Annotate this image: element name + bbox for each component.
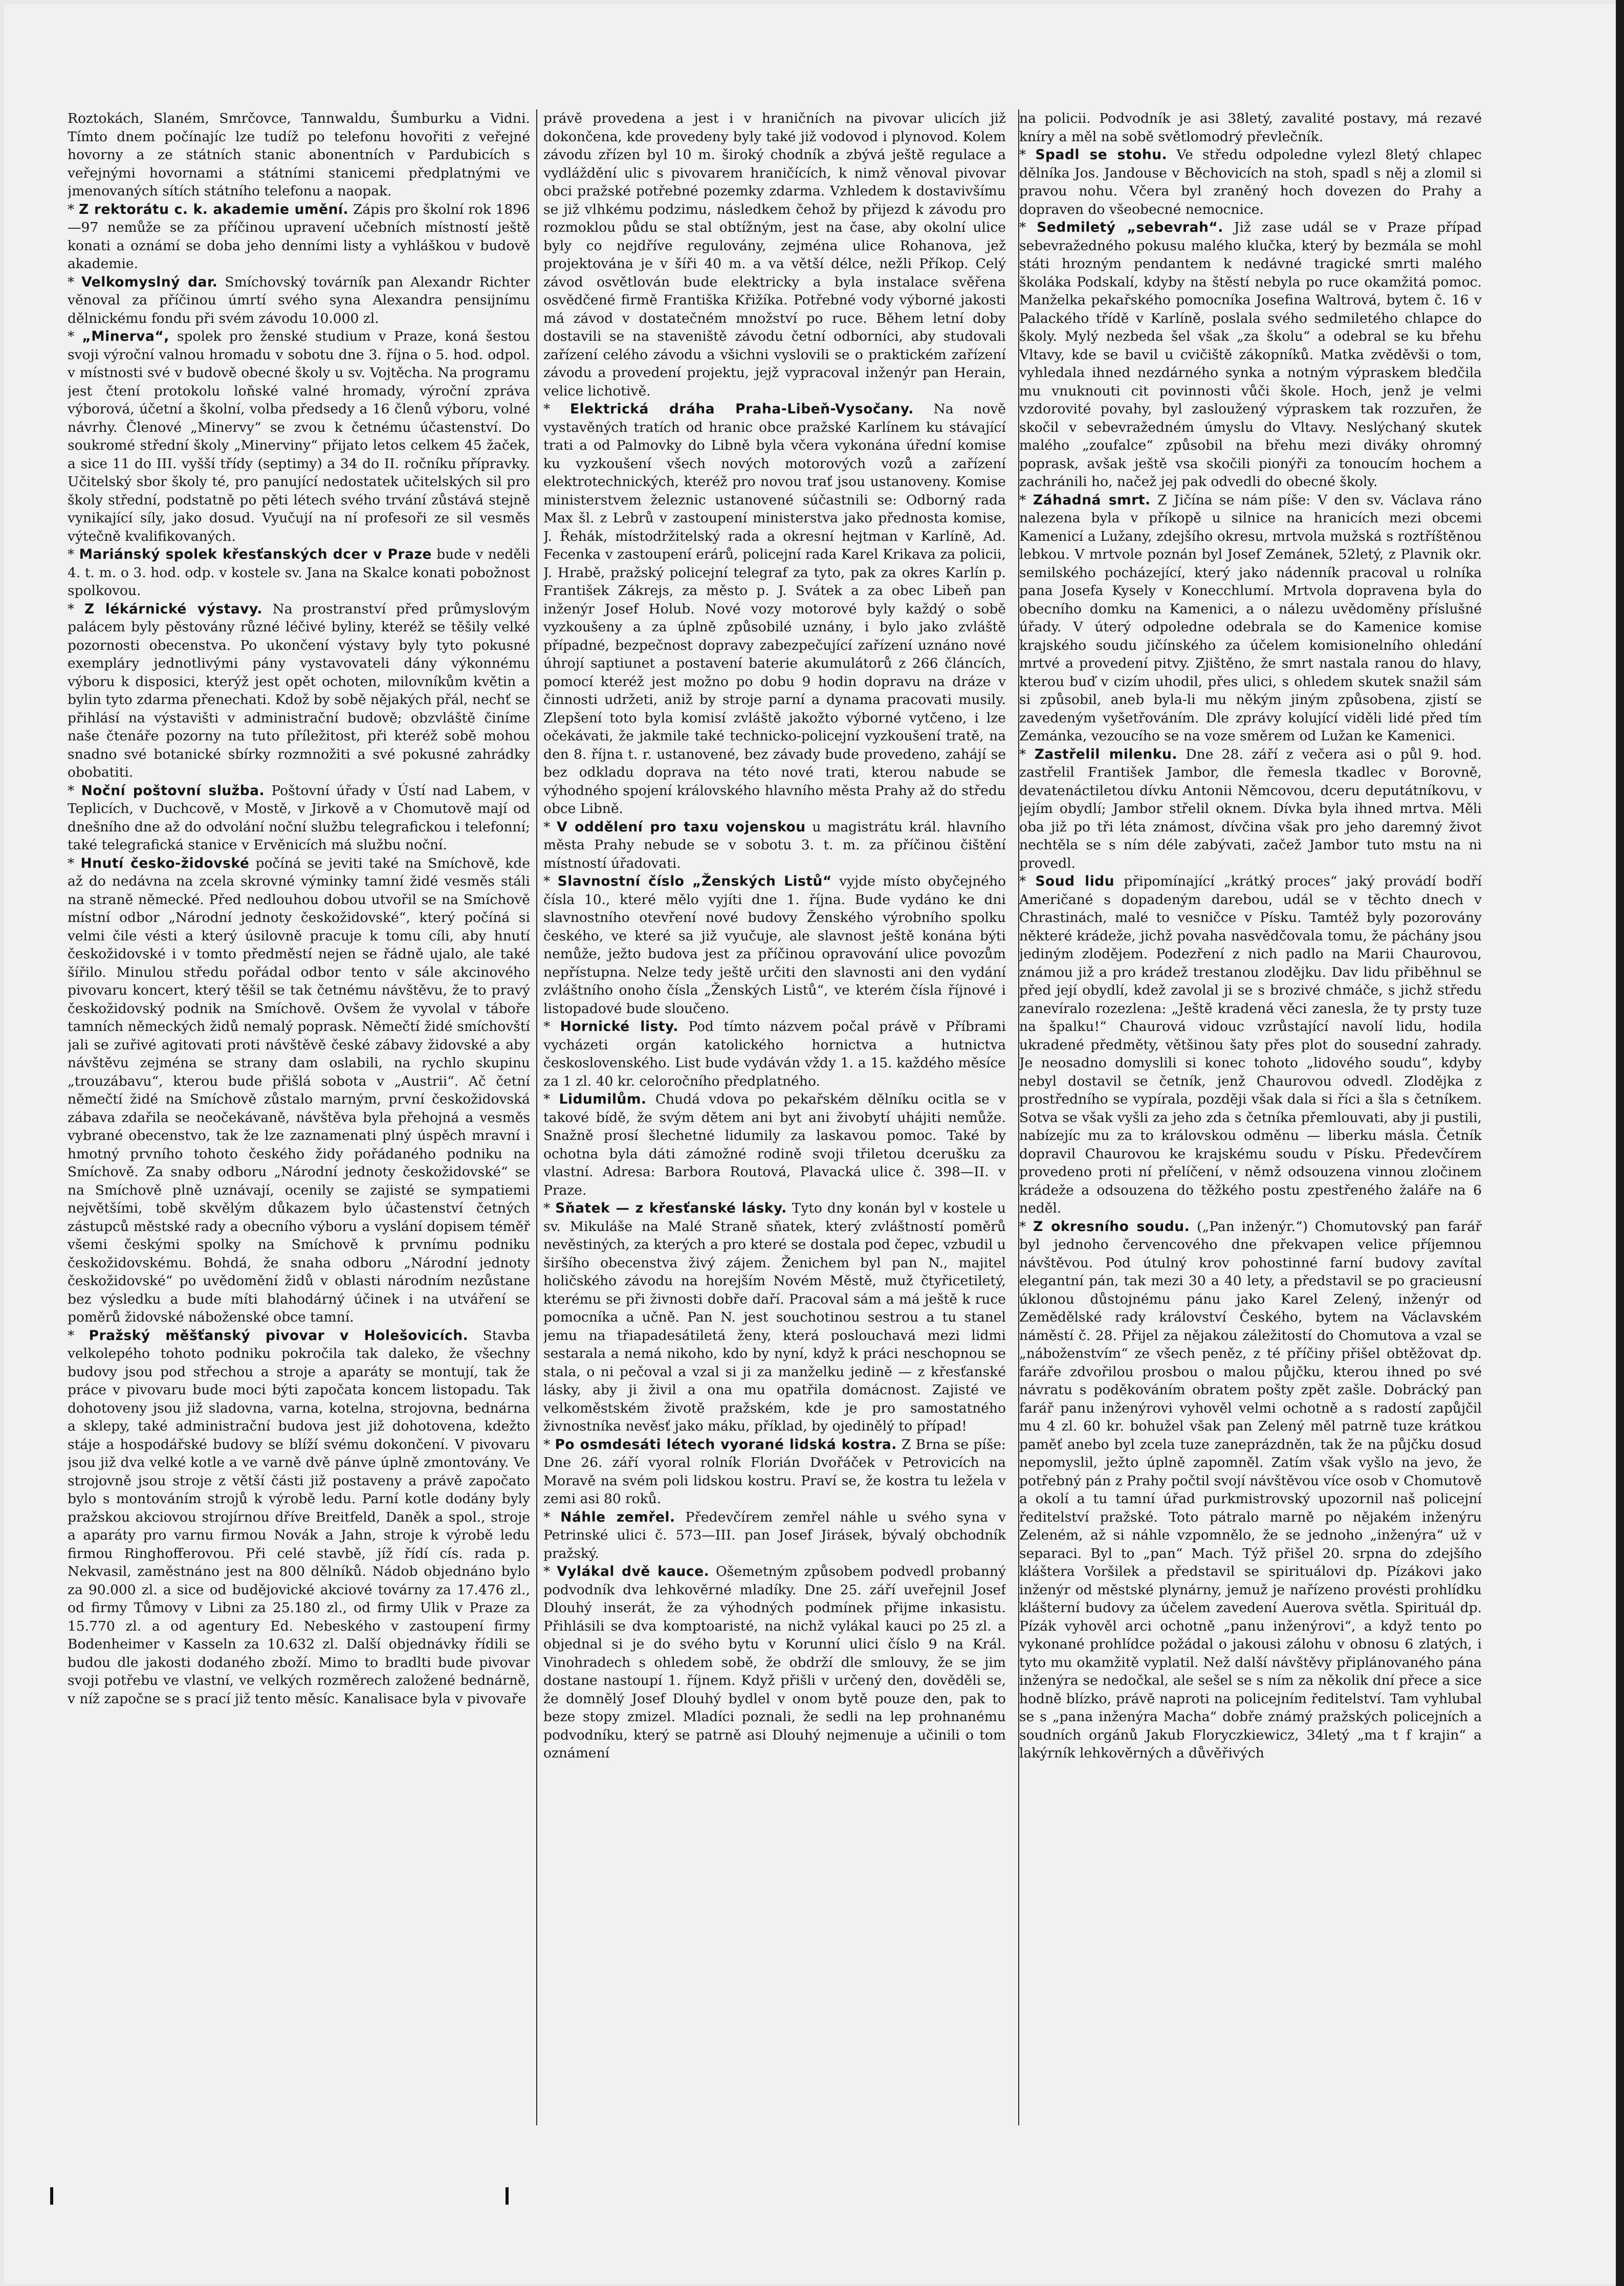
bullet-mark: * [68, 201, 79, 217]
article-paragraph [68, 782, 530, 854]
article-paragraph [68, 327, 530, 545]
article-headline: „Minerva“, [82, 328, 169, 344]
article-headline: Sňatek — z křesťanské lásky. [555, 1200, 787, 1216]
article-headline: Lidumilům. [559, 1091, 647, 1107]
bullet-mark: * [1019, 219, 1037, 235]
article-body: Smíchovský továrník pan Alexandr Richter věnoval za příčinou úmrtí svého syna Alexandra pensijnímu dělnickému fondu při svém závodu 10.000 zl. [68, 274, 530, 326]
article-paragraph [1019, 146, 1482, 218]
article-headline: Náhle zemřel. [560, 1509, 675, 1525]
article-body: spolek pro ženské studium v Praze, koná šestou svoji výroční valnou hromadu v sobotu dne 3. října o 5. hod. odpol. v místnosti své v budově obecné školy u sv. Vojtěcha. Na programu jest čtení protokolu loňské valné hromady, výroční zpráva výborová, účetní a školní, volba předsedy a 16 členů výboru, volné návrhy. Členové „Minervy“ se zvou k četnému účastenství. Do soukromé střední školy „Minerviny“ přijato letos celkem 45 žaček, a sice 11 do III. vyšší třídy (septimy) a 34 do II. ročníku přípravky. Učitelský sbor školy té, pro panující nedostatek učitelských sil pro školy střední, podstatně po pěti létech svého trvání zůstává stejně vynikající síly, jako dosud. Vyučují na ní profesoři ze sil vesměs výtečně kvalifikovaných. [68, 328, 530, 544]
article-paragraph [543, 1199, 1006, 1436]
article-headline: Mariánský spolek křesťanských dcer v Praze [79, 546, 432, 562]
article-headline: Pražský měšťanský pivovar v Holešovicích. [89, 1327, 469, 1344]
bullet-mark: * [543, 1509, 561, 1525]
article-body: Ošemetným způsobem podvedl probanný podvodník dva lehkověrné mladíky. Dne 25. září uveřejnil Josef Dlouhý inserát, že za výhodných podmínek přijme inkasistu. Přihlásili se dva komptoaristé, na nichž vylákal kauci po 25 zl. a objednal si je do svého bytu v Korunní ulici číslo 9 na Král. Vinohradech s ohledem sobě, že obdrží dle smlouvy, že se jim dostane nastoupí 1. říjnem. Když přišli v určený den, dověděli se, že domnělý Josef Dlouhý bydlel v onom bytě pouze den, pak to beze stopy zmizel. Mladíci poznali, že sedli na lep prohnanému podvodníku, který se patrně asi Dlouhý nejmenuje a učinili o tom oznámení [543, 1564, 1006, 1761]
article-paragraph [68, 600, 530, 782]
article-headline: Spadl se stohu. [1035, 147, 1168, 163]
bullet-mark: * [543, 401, 570, 417]
article-body: Stavba velkolepého tohoto podniku pokročila tak daleko, že všechny budovy jsou pod střechou a stroje a aparáty se montují, tak že práce v pivovaru bude moci býti započata koncem listopadu. Tak dohotoveny jsou již sladovna, varna, kotelna, strojovna, bednárna a sklepy, také administrační budova jest již dohotovena, kdežto stáje a hospodářské budovy se blíží svému dokončení. V pivovaru jsou již dva velké kotle a ve varně dvě pánve úplně zmontovány. Ve strojovně jsou stroje z větší části již postaveny a právě započato bylo s montováním strojů k výrobě ledu. Parní kotle dodány byly pražskou akciovou strojírnou dříve Breitfeld, Daněk a spol., stroje a aparáty pro varnu firmou Novák a Jahn, stroje k výrobě ledu firmou Ringhofferovou. Při celé stavbě, jíž řídí cís. rada p. Nekvasil, zaměstnáno jest na 800 dělníků. Nádob objednáno bylo za 90.000 zl. a sice od budějovické akciové továrny za 17.476 zl., od firmy Tůmovy v Libni za 25.180 zl., od firmy Ulik v Praze za 15.770 zl. a od agentury Ed. Nebeského v zastoupení firmy Bodenheimer v Kasseln za 10.632 zl. Další objednávky řídili se budou dle jakosti dodaného zboží. Mimo to bradlti bude pivovar svoji potřebu ve vlastní, ve velkých rozměrech založené bednárně, v níž započne se s prací již tento měsíc. Kanalisace byla v pivovaře [68, 1327, 530, 1707]
bullet-mark: * [68, 328, 82, 344]
article-headline: Z lékárnické výstavy. [84, 601, 262, 617]
article-paragraph [543, 872, 1006, 1018]
article-paragraph [543, 1018, 1006, 1090]
bullet-mark: * [543, 819, 557, 835]
article-headline: Soud lidu [1035, 873, 1115, 889]
bullet-mark: * [68, 274, 82, 290]
article-body: Již zase udál se v Praze případ sebevražedného pokusu malého klučka, který by bezmála se mohl státi hrozným pendantem k nedávné tragické smrti malého školáka Podskalí, kdyby na štěstí nebyla po ruce okamžitá pomoc. Manželka pekařského pomocníka Josefina Waltrová, bytem č. 16 v Palackého třídě v Karlíně, poslala svého sedmiletého chlapce do školy. Mylý nezbeda šel však „za školu“ a odebral se ku břehu Vltavy, kde se bavil u cvičiště zákopníků. Matka zvěděvši o tom, vyhledala ihned nezdárného synka a notným výpraskem bledčila mu vnuknouti cit povinnosti vůči škole. Hoch, jenž je velmi vzdorovité povahy, byl zasloužený výpraskem tak rozzuřen, že skočil v sebevražedném úmyslu do Vltavy. Neslýchaný skutek malého „zoufalce“ způsobil na břehu mezi diváky ohromný poprask, avšak ještě vsa skočili pionýři za tonoucím hochem a zachránili ho, načež jej pak odvedli do obecné školy. [1019, 219, 1482, 490]
article-paragraph [68, 109, 530, 201]
article-columns [68, 109, 1482, 2130]
article-headline: Zastřelil milenku. [1034, 746, 1177, 762]
scan-mark [50, 2187, 53, 2205]
article-headline: Noční poštovní služba. [81, 782, 265, 799]
article-body: u magistrátu král. hlavního města Prahy nebude se v sobotu 3. t. m. za příčinou čištění místností úřadovati. [543, 819, 1006, 871]
bullet-mark: * [1019, 1218, 1034, 1235]
article-headline: Záhadná smrt. [1033, 492, 1151, 508]
article-paragraph [543, 1436, 1006, 1508]
scan-edge [1616, 0, 1624, 2286]
article-body: Roztokách, Slaném, Smrčovce, Tannwaldu, Šumburku a Vidni. Tímto dnem počínajíc lze tudíž po telefonu hovořiti z veřejné hovorny a ze státních stanic abonentních v Pardubicích s veřejnými hovornami a státními stanicemi předplatnými ve jmenovaných sítích státního telefonu a naopak. [68, 111, 530, 199]
article-body: Na prostranství před průmyslovým palácem byly pěstovány různé léčivé byliny, kteréž se těšily velké pozornosti obecenstva. Po ukončení výstavy byly tyto pokusné exempláry jednotlivými pány vystavovateli dány výkonnému výboru k disposici, kterýž jest opět ochoten, milovníkům květin a bylin tyto zdarma přenechati. Kdož by sobě nějakých přál, nechť se přihlásí na výstavišti v administrační budově; obzvláště činíme naše čtenáře pozorny na tuto příležitost, při kteréž sobě mohou snadno své botanické sbírky rozmnožiti a své pokusné zahrádky obobatiti. [68, 601, 530, 780]
bullet-mark: * [543, 1564, 557, 1579]
scan-mark [506, 2187, 509, 2205]
article-headline: Hornické listy. [560, 1019, 678, 1035]
article-headline: Sedmiletý „sebevrah“. [1037, 219, 1223, 235]
article-paragraph [68, 201, 530, 273]
article-body: právě provedena a jest i v hraničních na pivovar ulicích již dokončena, kde provedeny byly také již vodovod i plynovod. Kolem závodu zřízen byl 10 m. široký chodník a zbývá ještě regulace a vydláždění ulic s pivovarem hraničících, k nimž věnoval pivovar obci pražské potřebné pozemky zdarma. Vzhledem k dostavivšímu se již vlhkému podzimu, následkem čehož by přijezd k závodu pro rozmoklou půdu se stal obtížným, jest na čase, aby okolní ulice byly co nejdříve regulovány, zejména ulice Rohanova, jež projektována je v šíři 40 m. a va větší délce, nežli Příkop. Celý závod osvětlován bude elektricky a byla instalace svěřena osvědčené firmě Františka Křižíka. Potřebné vody výborné jakosti má závod v dostatečném množství po ruce. Během letní doby dostavili se na staveniště závodu četní odborníci, aby studovali zařízení celého závodu a všichni vyslovili se o praktickém zařízení závodu a provedení projektu, jejž vypracoval inženýr pan Herain, velice lichotivě. [543, 111, 1006, 399]
bullet-mark: * [68, 1327, 89, 1344]
bullet-mark: * [543, 1200, 556, 1216]
article-body: vyjde místo obyčejného čísla 10., které mělo vyjíti dne 1. října. Bude vydáno ke dni slavnostního otevření nové budovy Ženského výrobního spolku českého, ve které sa již vyučuje, ale slavnost ještě konána býti nemůže, ježto budova jest za příčinou opravování ulice povozům nepřístupna. Nelze tedy ještě určiti den slavnosti ani den vydání zvláštního onoho čísla „Ženských Listů“, ve kterém čísla říjnové i listopadové bude sloučeno. [543, 873, 1006, 1017]
article-body: („Pan inženýr.“) Chomutovský pan farář byl jednoho červencového dne překvapen velice příjemnou návštěvou. Pod útulný krov pohostinné farní budovy zavítal elegantní pán, tak mezi 30 a 40 lety, a představil se po gracieusní úklonou důstojnému pánu jako Karel Zelený, inženýr od Zemědělské rady království Českého, bytem na Václavském náměstí č. 28. Přijel za nějakou záležitostí do Chomutova a vzal se „náboženstvím“ ze všech peněz, z té příčiny přišel obtěžovat dp. faráře zdvořilou prosbou o malou půjčku, kterou ihned po své návratu s poděkováním obratem pošty zpět zašle. Dobrácký pan farář panu inženýrovi vyhověl velmi ochotně a s radostí zapůjčil mu 4 zl. 60 kr. bohužel však pan Zelený měl patrně tuze krátkou paměť anebo byl zcela tuze zaneprázdněn, tak že na půjčku dosud nepomyslil, ježto úplně zapomněl. Zatím však vyšlo na jevo, že potřebný pán z Prahy počtil svojí návštěvou více osob v Chomutově a okolí a tu tamní úřad purkmistrovský upozornil naš policejní ředitelství pražské. Toto pátralo marně po nějakém inženýru Zeleném, až si náhle vzpomnělo, že se jednoho „inženýra“ už v separaci. Byl to „pan“ Mach. Týž přišel 20. srpna do zdejšího kláštera Voršilek a představil se spirituálovi dp. Pízákovi jako inženýr od městské plynárny, jemuž je nařízeno provésti prohlídku klášterní budovy za účelem zavedení Auerova světla. Spirituál dp. Pízák vyhověl arci ochotně „panu inženýrovi“, a když tento po vykonané prohlídce požádal o jakousi zálohu v obnosu 6 zlatých, i tyto mu okamžitě vyplatil. Než další návštěvy připlánovaného pána inženýra se nedočkal, ale sešel se s ním za několik dní přece a sice hodně blízko, právě naproti na policejním ředitelství. Tam vyhlubal se s „pana inženýra Macha“ dobře známý pražských policejních a soudních orgánů Jakub Floryczkiewicz, 34letý „ma t f krajin“ a lakýrník lehkověrných a důvěřivých [1019, 1218, 1482, 1761]
bullet-mark: * [1019, 492, 1033, 508]
column-2 [543, 109, 1006, 2130]
article-headline: Velkomyslný dar. [81, 274, 218, 290]
scan-marks [50, 2187, 562, 2208]
bullet-mark: * [1019, 147, 1036, 163]
article-headline: Z okresního soudu. [1033, 1218, 1190, 1235]
article-paragraph [543, 1090, 1006, 1199]
article-body: Zápis pro školní rok 1896—97 nemůže se za příčinou upravení učebních místností ještě konati a oznámí se doba jeho denními listy a vyhláškou v budově akademie. [68, 201, 530, 272]
article-body: Chudá vdova po pekařském dělníku ocitla se v takové bídě, že svým dětem ani byt ani živobytí uhájiti nemůže. Snažně prosí šlechetné lidumily za laskavou pomoc. Také by ochotna byla dáti zámožné rodině svoji třiletou dcerušku za vlastní. Adresa: Barbora Routová, Plavacká ulice č. 398—II. v Praze. [543, 1091, 1006, 1198]
article-headline: Hnutí česko-židovské [80, 855, 250, 871]
article-body: počíná se jeviti také na Smíchově, kde až do nedávna na zcela skrovné výminky tamní židé vesměs stáli na straně německé. Před nedlouhou dobou utvořil se na Smíchově místní odbor „Národní jednoty českožidovské“, který počíná si velmi čile vésti a který úsilovně pracuje k tomu cíli, aby hnutí českožidovské i v tomto předměstí nejen se řádně ujalo, ale také šířilo. Minulou středu pořádal odbor tento v sále akcinového pivovaru koncert, který těšil se tak četnému návštěvu, že to pravý českožidovský podnik na Smíchově. Ovšem že vyvolal v táboře tamních německých židů nemalý poprask. Němečtí židé smíchovští jali se zuřivé agitovati proti návštěvě české zábavy židovské a aby návštěvu zejména se strany dam oslabili, na rychlo skupinu „trouzábavu“, kterou bude přišlá sobota v „Austrii“. Ač četní němečtí židé na Smíchově zůstalo marným, první českožidovská zábava zdařila se neočekávaně, návštěva byla přehojná a vesměs vybrané obecenstvo, tak že lze zaznamenati plný úspěch mravní i hmotný prvního tohoto českého židy pořádaného podniku na Smíchově. Za snaby odboru „Národní jednoty českožidovské“ se na Smíchově plně uznávají, ocenily se zajisté se sympatiemi největšími, tobě skvělým důkazem bylo účastenství četných zástupců městské rady a obecního výboru a vyslání dopisem téměř všemi českými spolky na Smíchově k prvnímu podniku českožidovskému. Bohdá, že snaha odboru „Národní jednoty českožidovské“ po uvědomění židů v oblasti národním nezůstane bez výsledku a bude míti blahodárný účinek i na utváření se poměrů židovské náboženské obce tamní. [68, 855, 530, 1325]
article-paragraph [1019, 745, 1482, 873]
bullet-mark: * [68, 601, 84, 617]
bullet-mark: * [1019, 873, 1036, 889]
article-body: Předevčírem zemřel náhle u svého syna v Petrinské ulici č. 573—III. pan Josef Jirásek, bývalý obchodník pražský. [543, 1509, 1006, 1562]
article-headline: Slavnostní číslo „Ženských Listů“ [557, 873, 832, 889]
article-paragraph [68, 854, 530, 1327]
article-paragraph [68, 1327, 530, 1708]
article-body: Z Brna se píše: Dne 26. září vyoral rolník Florián Dvořáček v Petrovicích na Moravě na svém poli lidskou kostru. Praví se, že kostra tu ležela v zemi asi 80 roků. [543, 1436, 1006, 1507]
article-paragraph [543, 400, 1006, 818]
article-paragraph [543, 1563, 1006, 1763]
bullet-mark: * [68, 855, 81, 871]
article-headline: Z rektorátu c. k. akademie umění. [79, 201, 349, 217]
article-paragraph [68, 545, 530, 600]
bullet-mark: * [543, 1019, 560, 1035]
article-paragraph [1019, 491, 1482, 745]
bullet-mark: * [1019, 746, 1035, 762]
bullet-mark: * [543, 873, 558, 889]
article-paragraph [1019, 872, 1482, 1218]
article-body: Ve středu odpoledne vylezl 8letý chlapec dělníka Jos. Jandouse v Běchovicích na stoh, spadl s něj a zlomil si pravou nohu. Včera byl zraněný hoch dovezen do Prahy a dopraven do všeobecné nemocnice. [1019, 147, 1482, 217]
article-headline: Elektrická dráha Praha-Libeň-Vysočany. [570, 401, 914, 417]
article-headline: Po osmdesáti létech vyorané lidská kostra. [555, 1436, 897, 1453]
article-body: Pod tímto názvem počal právě v Příbrami vycházeti orgán katolického hornictva a hutnictva československého. List bude vydáván vždy 1. a 15. každého měsíce za 1 zl. 40 kr. celoročního předplatného. [543, 1019, 1006, 1089]
article-paragraph [1019, 218, 1482, 491]
article-body: bude v neděli 4. t. m. o 3. hod. odp. v kostele sv. Jana na Skalce konati pobožnost spolkovou. [68, 546, 530, 599]
bullet-mark: * [543, 1436, 555, 1453]
article-paragraph [1019, 109, 1482, 146]
article-body: Dne 28. září z večera asi o půl 9. hod. zastřelil František Jambor, dle řemesla tkadlec v Borovně, devatenáctiletou dívku Antonii Němcovou, dceru deputátníkovu, v jejím obydlí; Jambor střelil oknem. Dívka byla ihned mrtva. Měli oba již po tři léta známost, dívčina však pro jeho daremný život nechtěla se s ním déle zabývati, začež Jambor tuto mstu na ni provedl. [1019, 746, 1482, 871]
article-body: připomínající „krátký proces“ jaký provádí bodří Američané s dopadeným darebou, udál se v těchto dnech v Chrastinách, malé to vesničce v Písku. Tamtéž byly pozorovány některé krádeže, jichž povaha nasvědčovala tomu, že páchány jsou jediným zlodějem. Podezření z nich padlo na Marii Chaurovou, známou již a pro krádež trestanou zlodějku. Dav lidu přiběhnul se před její obydlí, kdež zavolal ji se s brozivé chmáče, s jichž středu zanevíralo rozezlena: „Ještě kradená věci zanesla, že ty prsty tuze na špalku!“ Chaurová vidouc vzrůstající navolí lidu, hodila ukradené předměty, většinou šaty přes plot do sousední zahrady. Je neosadno domyslili si konec tohoto „lidového soudu“, kdyby nebyl dostavil se četník, jenž Chaurovou odvedl. Zlodějka z prostředního se vypírala, později však dala si říci a šla s četníkem. Sotva se však vyšli za jeho zda s četníka přemlouvati, aby ji pustili, nabízejíc mu za to královskou odměnu — liberku másla. Četník dopravil Chaurovou ke krajskému soudu v Písku. Předevčírem provedeno proti ní přelíčení, v němž odsouzena vinnou zločinem krádeže a odsouzena do těžkého postu zpestřeného žaláře na 6 neděl. [1019, 873, 1482, 1216]
bullet-mark: * [68, 782, 81, 799]
article-paragraph [1019, 1218, 1482, 1763]
article-headline: V oddělení pro taxu vojenskou [557, 819, 806, 835]
article-paragraph [543, 1508, 1006, 1563]
article-body: Z Jičína se nám píše: V den sv. Václava ráno nalezena byla v příkopě u silnice na hranicích mezi obcemi Kamenicí a Lužany, zdejšího okresu, mrtvola mužská s roztříštěnou lebkou. V mrtvole poznán byl Josef Zemánek, 52letý, z Plavnik okr. semilského pocházející, který jako nádenník pracoval u rolníka pana Josefa Kysely v Konecchlumí. Mrtvola dopravena byla do obecního domku na Kamenici, a o nálezu uvědoměny příslušné úřady. V úterý odpoledne odebrala se do Kamenice komise krajského soudu jičínského za účelem komisionelního ohledání mrtvé a provedení pitvy. Zjištěno, že smrt nastala ranou do hlavy, kterou buď v cizím uhodil, přes ulici, s ohledem skutek snažil sám si způsobil, aneb byla-li mu někým jiným způsobena, zjistí se zavedeným vyšetřováním. Dle zprávy kolující viděli lidé před tím Zemánka, vezoucího se na voze směrem od Lužan ke Kamenici. [1019, 492, 1482, 744]
article-body: Poštovní úřady v Ústí nad Labem, v Teplicích, v Duchcově, v Mostě, v Jirkově a v Chomutově mají od dnešního dne až do odvolání noční službu telegrafickou i telefonní; také telegrafická stanice v Ervěnicích má službu noční. [68, 782, 530, 853]
article-body: Tyto dny konán byl v kostele u sv. Mikuláše na Malé Straně sňatek, který zvláštností poměrů nevěstiných, za kterých a pro které se dostala pod čepec, vzbudil u širšího obecenstva živý zájem. Ženichem byl pan N., majitel holičského závodu na horejším Novém Městě, muž čtyřicetiletý, kterému se při živnosti dobře daří. Pracoval sám a má ještě k ruce pomocníka a učně. Pan N. jest souchotinou sestrou a tu stanel jemu na třiapadesátiletá ženy, která poslouchavá mezi lidmi sestarala a nemá nikoho, kdo by nyní, když k práci neschopnou se stala, o ni pečoval a vzal si ji za manželku jedině — z křesťanské lásky, aby ji živil a ona mu opatřila domácnost. Zajisté ve velkoměstském životě pražském, kde je pro samostatného živnostníka nevěsť jako máku, příklad, by ojedinělý to případ! [543, 1200, 1006, 1434]
column-3 [1019, 109, 1482, 2130]
article-paragraph [543, 109, 1006, 400]
bullet-mark: * [543, 1091, 559, 1107]
article-paragraph [543, 818, 1006, 873]
article-paragraph [68, 273, 530, 328]
article-headline: Vylákal dvě kauce. [557, 1564, 710, 1579]
column-1 [68, 109, 530, 2130]
bullet-mark: * [68, 546, 79, 562]
article-body: na policii. Podvodník je asi 38letý, zavalité postavy, má rezavé kníry a měl na sobě světlomodrý převlečník. [1019, 111, 1482, 145]
article-body: Na nově vystavěných tratích od hranic obce pražské Karlínem ku stávající trati a od Palmovky do Libně byla včera vykonána úřední komise ku vyzkoušení všech nových motorových vozů a zařízení elektrotechnických, kteréž pro novou trať jsou ustanoveny. Komise ministerstvem železnic ustanovené súčastnili se: Odborný rada Max šl. z Lebrů v zastoupení ministerstva jako přednosta komise, J. Řehák, místodržitelský rada a okresní hejtman v Karlíně, Ad. Fecenka v zastoupení erárů, policejní rada Karel Krikava za policii, J. Hrabě, pražský policejní telegraf za tyto, pak za okres Karlín p. František Zákrejs, za město p. J. Svátek a za obec Libeň pan inženýr Josef Holub. Nové vozy motorové byly každý o sobě vyzkoušeny a za úplně způsobilé uznány, i bylo jako zvláště případné, bezpečnost dopravy zabezpečující zařízení uznáno nové úhrojí saptiunet a postavení baterie akumulátorů z 266 článcích, pomocí kteréž jest možno po dobu 9 hodin dopravu na dráze v činnosti udržeti, aniž by stroje parní a dynama pracovati musily. Zlepšení toto byla komisí zvláště jakožto výborné vytčeno, i lze očekávati, že jakmile také technicko-policejní vyzkoušení tratě, na den 8. října t. r. ustanovené, bez závady bude provedeno, zahájí se bez odkladu doprava na této nové trati, kterou nabude se výhodného spojení královského hlavního města Prahy až do středu obce Libně. [543, 401, 1006, 817]
